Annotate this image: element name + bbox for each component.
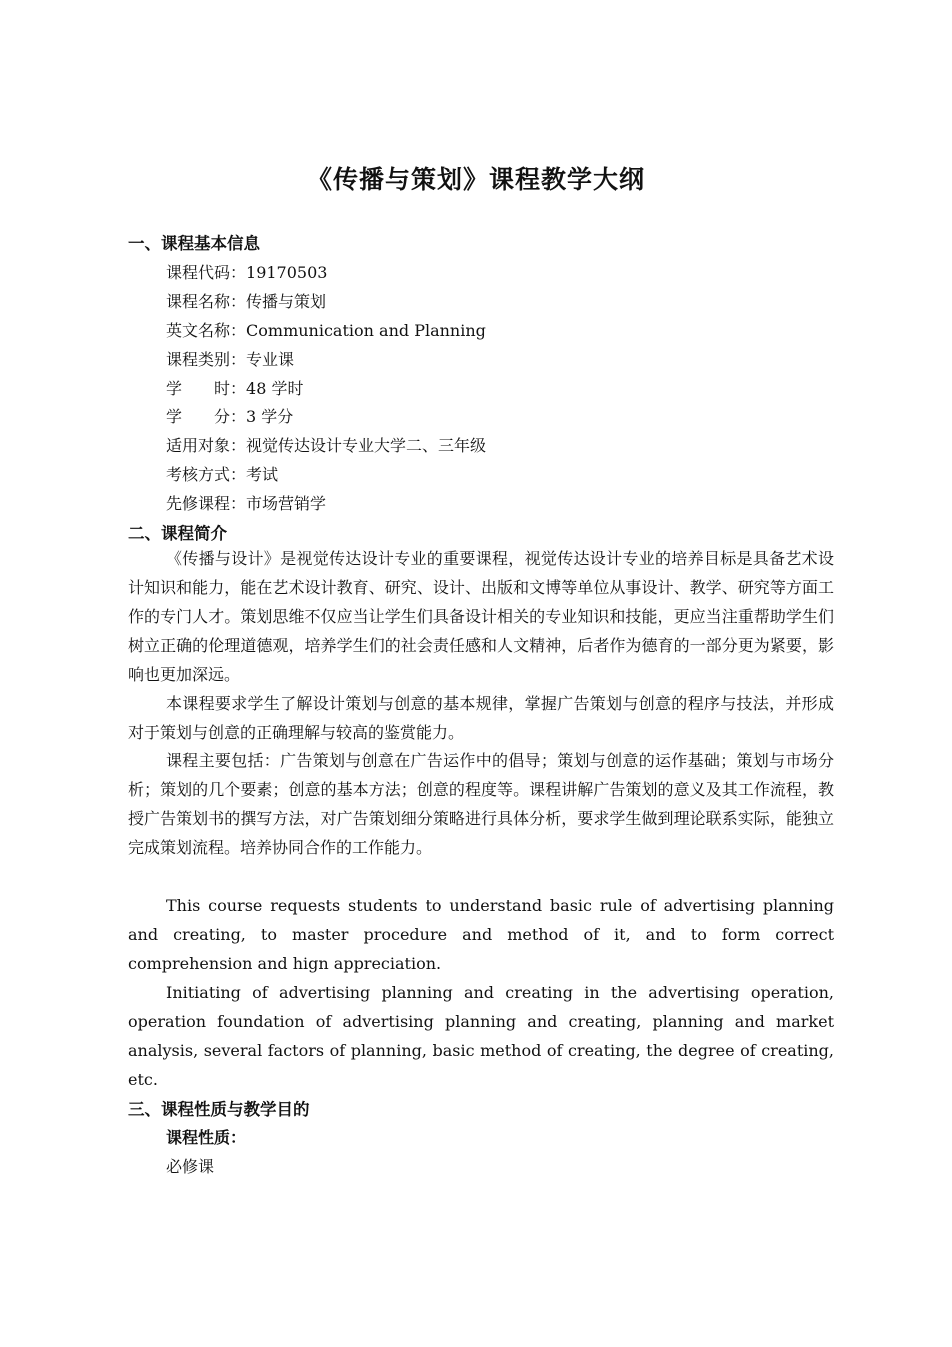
info-label: 课程名称： [166, 292, 247, 311]
info-label: 先修课程： [166, 494, 247, 513]
info-label: 学 时： [166, 379, 247, 398]
info-value: Communication and Planning [246, 321, 486, 340]
intro-paragraph-english: Initiating of advertising planning and creating in the advertising operation, operation foundation of advertising planning and creating, planning and market analysis, several factors of planning, basic method of creating, the degree of creating, etc. [128, 983, 834, 1089]
info-value: 传播与策划 [246, 292, 327, 311]
intro-paragraph: 本课程要求学生了解设计策划与创意的基本规律，掌握广告策划与创意的程序与技法，并形成对于策划与创意的正确理解与较高的鉴赏能力。 [128, 694, 834, 743]
info-row-target-students [166, 433, 486, 456]
info-row-course-name [166, 289, 326, 312]
info-label: 英文名称： [166, 321, 247, 340]
course-nature-label: 课程性质： [166, 1128, 247, 1147]
info-label: 课程类别： [166, 350, 247, 369]
info-value: 视觉传达设计专业大学二、三年级 [246, 436, 487, 455]
course-nature-value: 必修课 [166, 1157, 215, 1176]
info-label: 学 分： [166, 407, 247, 426]
section-heading-basic-info: 一、课程基本信息 [128, 234, 260, 253]
info-row-course-category [166, 347, 294, 370]
info-label: 考核方式： [166, 465, 247, 484]
document-title: 《传播与策划》课程教学大纲 [306, 165, 645, 194]
info-row-course-code [166, 260, 327, 283]
info-row-credits [166, 404, 293, 427]
info-value: 3 学分 [246, 407, 294, 426]
info-value: 市场营销学 [246, 494, 327, 513]
info-row-assessment [166, 462, 278, 485]
info-value: 考试 [246, 465, 279, 484]
info-row-english-name [166, 318, 486, 341]
section-heading-nature-purpose: 三、课程性质与教学目的 [128, 1100, 310, 1119]
intro-paragraph: 课程主要包括：广告策划与创意在广告运作中的倡导；策划与创意的运作基础；策划与市场分析；策划的几个要素；创意的基本方法；创意的程度等。课程讲解广告策划的意义及其工作流程，教授广告策划书的撰写方法，对广告策划细分策略进行具体分析，要求学生做到理论联系实际，能独立完成策划流程。培养协同合作的工作能力。 [128, 751, 834, 858]
info-value: 19170503 [246, 263, 328, 282]
info-value: 48 学时 [246, 379, 304, 398]
intro-paragraph: 《传播与设计》是视觉传达设计专业的重要课程，视觉传达设计专业的培养目标是具备艺术设计知识和能力，能在艺术设计教育、研究、设计、出版和文博等单位从事设计、教学、研究等方面工作的专门人才。策划思维不仅应当让学生们具备设计相关的专业知识和技能，更应当注重帮助学生们树立正确的伦理道德观，培养学生们的社会责任感和人文精神，后者作为德育的一部分更为紧要，影响也更加深远。 [128, 549, 834, 685]
section-heading-introduction: 二、课程简介 [128, 524, 227, 543]
info-value: 专业课 [246, 350, 295, 369]
intro-paragraph-english: This course requests students to understand basic rule of advertising planning and creating, to master procedure and method of it, and to form correct comprehension and hign appreciation. [128, 896, 834, 973]
info-row-prerequisites [166, 491, 326, 514]
info-label: 课程代码： [166, 263, 247, 282]
info-row-hours [166, 376, 303, 399]
info-label: 适用对象： [166, 436, 247, 455]
